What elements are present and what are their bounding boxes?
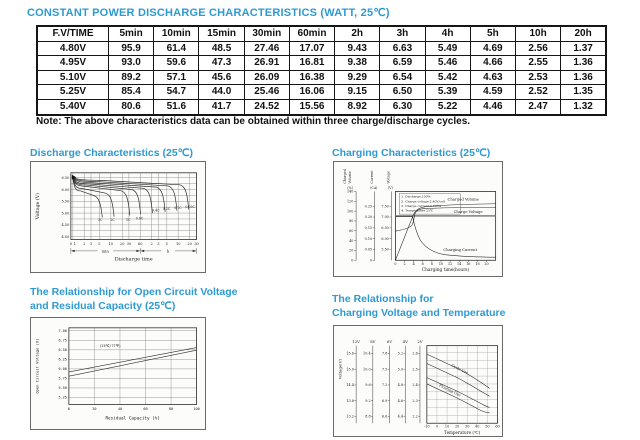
table-cell: 2.53 bbox=[515, 70, 560, 85]
tick-label: 6.00 bbox=[61, 187, 70, 192]
tick-label: 0.25 bbox=[364, 204, 373, 209]
tick-label: 60 bbox=[143, 406, 148, 411]
tick-label: 4.6 bbox=[397, 398, 404, 403]
axis1-unit: (%) bbox=[347, 186, 353, 191]
floating-use-label: Floating Use bbox=[438, 383, 462, 398]
x-axis-label: Temperature (℃) bbox=[444, 430, 481, 436]
ocv-heading-line1: The Relationship for Open Circuit Voltage bbox=[30, 286, 238, 298]
table-cell: 2.55 bbox=[515, 56, 560, 71]
tick-label: 4.50 bbox=[61, 223, 70, 228]
ocv-chart-heading bbox=[30, 285, 238, 313]
unit-h-label: h bbox=[166, 248, 170, 254]
table-cell: 25.46 bbox=[244, 85, 289, 100]
tick-label: 6.6 bbox=[381, 414, 388, 419]
row-header: 5.40V bbox=[37, 99, 109, 114]
table-cell: 8.92 bbox=[335, 99, 380, 114]
tick-label: 0 bbox=[435, 424, 439, 429]
scale-4v-ticks bbox=[398, 352, 403, 419]
page-title: CONSTANT POWER DISCHARGE CHARACTERISTICS (WATT, 25℃) bbox=[27, 7, 390, 19]
tick-label: 7.00 bbox=[381, 215, 389, 220]
tick-label: -10 bbox=[424, 424, 430, 429]
table-cell: 44.0 bbox=[199, 85, 244, 100]
table-cell: 89.2 bbox=[109, 70, 154, 85]
tick-label: 9.2 bbox=[365, 398, 371, 403]
axis3-label: Voltage bbox=[386, 171, 391, 184]
table-cell: 15.56 bbox=[289, 99, 334, 114]
curve-label-02c: 0.2C bbox=[162, 206, 171, 211]
tick-label: 8 bbox=[430, 261, 433, 266]
table-cell: 2.56 bbox=[515, 41, 560, 56]
axis1-label-line1: Charged bbox=[343, 169, 348, 184]
table-cell: 4.69 bbox=[470, 41, 515, 56]
table-cell: 6.30 bbox=[380, 99, 425, 114]
row-header: 5.25V bbox=[37, 85, 109, 100]
tick-label: 4.8 bbox=[397, 383, 404, 388]
curve-label-2c: 2C bbox=[110, 217, 115, 222]
tick-label: 6.9 bbox=[381, 398, 388, 403]
tick-label: 0 bbox=[69, 241, 72, 246]
table-cell: 57.1 bbox=[154, 70, 199, 85]
table-cell: 16.06 bbox=[289, 85, 334, 100]
table-row bbox=[37, 56, 606, 71]
column-header: 15min bbox=[199, 26, 244, 41]
charging-chart-heading: Charging Characteristics (25℃) bbox=[332, 147, 491, 159]
tick-label: 30 bbox=[194, 241, 199, 246]
tick-label: 7.8 bbox=[381, 351, 388, 356]
column-header: 30min bbox=[244, 26, 289, 41]
charged-volume-label: Charged Volume bbox=[447, 197, 479, 202]
condition-1: 1. Discharge:100% bbox=[401, 194, 431, 199]
table-cell: 5.49 bbox=[425, 41, 470, 56]
tick-label: 10 bbox=[108, 241, 114, 246]
table-cell: 27.46 bbox=[244, 41, 289, 56]
tick-label: 4 bbox=[412, 261, 415, 266]
column-header: 60min bbox=[289, 26, 334, 41]
tick-label: 100 bbox=[193, 406, 200, 411]
tick-label: 120 bbox=[347, 199, 354, 204]
table-cell: 26.91 bbox=[244, 56, 289, 71]
table-cell: 16.38 bbox=[289, 70, 334, 85]
y-ticks bbox=[58, 329, 66, 400]
tick-label: 13.2 bbox=[346, 414, 354, 419]
tick-label: 100 bbox=[347, 209, 354, 214]
constant-power-table bbox=[36, 25, 607, 116]
tick-label: 10.4 bbox=[363, 351, 371, 356]
curve-label-01c: 0.1C bbox=[174, 205, 182, 210]
tick-label: 2.4 bbox=[412, 383, 418, 388]
tick-label: 2.5 bbox=[412, 367, 418, 372]
temp-chart-heading bbox=[332, 292, 505, 320]
table-row bbox=[37, 99, 606, 114]
tick-label: 30 bbox=[126, 241, 132, 246]
column-header: 10h bbox=[515, 26, 560, 41]
cycle-use-label: Cycle Use bbox=[450, 363, 469, 376]
charge-voltage-label: Charge Voltage bbox=[453, 210, 483, 215]
scale-8v-ticks bbox=[363, 352, 371, 419]
table-cell: 1.37 bbox=[561, 41, 606, 56]
tick-label: 3 bbox=[89, 241, 93, 246]
tick-label: 13.8 bbox=[346, 398, 354, 403]
discharge-chart-heading: Discharge Characteristics (25℃) bbox=[30, 147, 193, 159]
scale-6v-label: 6V bbox=[386, 339, 393, 345]
tick-label: 4.00 bbox=[61, 234, 70, 239]
tick-label: 8.8 bbox=[365, 414, 371, 419]
table-cell: 6.50 bbox=[380, 85, 425, 100]
tick-label: 12 bbox=[448, 261, 453, 266]
table-cell: 41.7 bbox=[199, 99, 244, 114]
table-row bbox=[37, 41, 606, 56]
column-header: 5h bbox=[470, 26, 515, 41]
condition-3: 3. Charge current:0.20CA bbox=[401, 203, 442, 208]
table-cell: 1.32 bbox=[561, 99, 606, 114]
scale-12v-label: 12V bbox=[352, 339, 360, 345]
plot-border bbox=[427, 346, 498, 424]
tick-label: 2.2 bbox=[412, 414, 418, 419]
tick-label: 20 bbox=[349, 248, 354, 253]
table-row bbox=[37, 85, 606, 100]
table-cell: 4.63 bbox=[470, 70, 515, 85]
tick-label: 20 bbox=[187, 241, 192, 246]
table-cell: 4.66 bbox=[470, 56, 515, 71]
table-cell: 9.43 bbox=[335, 41, 380, 56]
axis2-label: Current bbox=[369, 170, 374, 184]
tick-label: 30 bbox=[465, 424, 470, 429]
tick-label: 1 bbox=[73, 241, 76, 246]
tick-label: 6 bbox=[421, 261, 424, 266]
x-axis-label: Discharge time bbox=[114, 256, 153, 263]
tick-label: 14.4 bbox=[346, 383, 354, 388]
tick-label: 15.6 bbox=[346, 351, 354, 356]
tick-label: 6.00 bbox=[58, 367, 67, 372]
table-cell: 5.22 bbox=[425, 99, 470, 114]
tick-label: 4.4 bbox=[397, 414, 404, 419]
table-cell: 9.29 bbox=[335, 70, 380, 85]
temp-chart-svg bbox=[334, 326, 502, 436]
table-cell: 16.81 bbox=[289, 56, 334, 71]
tick-label: 9.6 bbox=[365, 383, 371, 388]
x-ticks bbox=[68, 407, 200, 411]
tick-label: 5.00 bbox=[61, 211, 70, 216]
y-axis-label: Open Circuit Voltage (V) bbox=[34, 338, 40, 394]
x-axis-label: Charging time(hours) bbox=[421, 267, 470, 273]
grid bbox=[427, 346, 498, 424]
table-cell: 80.6 bbox=[109, 99, 154, 114]
table-cell: 48.5 bbox=[199, 41, 244, 56]
plot-border bbox=[69, 328, 197, 405]
tick-label: 6.25 bbox=[58, 357, 67, 362]
table-cell: 59.6 bbox=[154, 56, 199, 71]
tick-label: 6.50 bbox=[381, 226, 389, 231]
table-cell: 17.07 bbox=[289, 41, 334, 56]
tick-label: 5 bbox=[98, 241, 101, 246]
condition-2: 2. Charge voltage:2.40V/cell bbox=[401, 199, 446, 204]
column-header: 5min bbox=[109, 26, 154, 41]
table-cell: 5.39 bbox=[425, 85, 470, 100]
tick-label: 2.3 bbox=[412, 398, 418, 403]
row-header: 4.80V bbox=[37, 41, 109, 56]
time-unit-brackets bbox=[71, 248, 197, 254]
grid bbox=[69, 328, 197, 405]
tick-label: 2 bbox=[83, 241, 86, 246]
tick-label: 7.2 bbox=[381, 383, 388, 388]
y-axis-label: Voltage(V) bbox=[337, 359, 343, 380]
table-cell: 2.47 bbox=[515, 99, 560, 114]
axis1-label-line2: Volume bbox=[348, 171, 353, 184]
tick-label: 10 bbox=[175, 241, 181, 246]
table-cell: 51.6 bbox=[154, 99, 199, 114]
table-row bbox=[37, 70, 606, 85]
table-cell: 24.52 bbox=[244, 99, 289, 114]
tick-label: 14 bbox=[457, 261, 462, 266]
tick-label: 20 bbox=[92, 406, 97, 411]
tick-label: 10 bbox=[438, 261, 444, 266]
tick-label: 5.50 bbox=[381, 247, 389, 252]
table-cell: 6.54 bbox=[380, 70, 425, 85]
tick-label: 40 bbox=[349, 238, 354, 243]
tick-label: 0 bbox=[369, 258, 373, 263]
table-cell: 1.36 bbox=[561, 70, 606, 85]
tick-label: 40 bbox=[117, 406, 123, 411]
column-header: F.V/TIME bbox=[37, 26, 109, 41]
unit-min-label: min bbox=[101, 248, 109, 254]
x-ticks bbox=[394, 262, 488, 266]
ocv-heading-line2: and Residual Capacity (25℃) bbox=[30, 300, 176, 312]
column-header: 3h bbox=[380, 26, 425, 41]
discharge-chart-svg bbox=[31, 162, 205, 272]
table-note: Note: The above characteristics data can be obtained within three charge/discharge cycles. bbox=[36, 116, 471, 127]
table-cell: 4.59 bbox=[470, 85, 515, 100]
table-cell: 5.42 bbox=[425, 70, 470, 85]
row-header: 5.10V bbox=[37, 70, 109, 85]
tick-label: 5.50 bbox=[58, 386, 67, 391]
table-cell: 5.46 bbox=[425, 56, 470, 71]
x-axis-label: Residual Capacity (%) bbox=[105, 416, 161, 422]
tick-label: 6.50 bbox=[61, 175, 70, 180]
tick-label: 0.05 bbox=[364, 247, 373, 252]
tick-label: 7.00 bbox=[58, 328, 67, 333]
tick-label: 0.15 bbox=[364, 226, 373, 231]
tick-label: 80 bbox=[168, 406, 174, 411]
tick-label: 5.0 bbox=[397, 367, 404, 372]
discharge-chart bbox=[30, 161, 206, 273]
temp-heading-line1: The Relationship for bbox=[332, 293, 434, 305]
tick-label: 0 bbox=[351, 258, 354, 263]
table-cell: 93.0 bbox=[109, 56, 154, 71]
tick-label: 7.50 bbox=[381, 204, 389, 209]
table-cell: 6.59 bbox=[380, 56, 425, 71]
table-cell: 6.63 bbox=[380, 41, 425, 56]
tick-label: 7.5 bbox=[381, 367, 388, 372]
y-ticks bbox=[62, 176, 70, 239]
temperature-annotation: (25℃/77℉) bbox=[99, 343, 121, 348]
table-header-row bbox=[37, 26, 606, 41]
tick-label: 10 bbox=[444, 424, 450, 429]
tick-label: 20 bbox=[455, 424, 460, 429]
tick-label: 0.10 bbox=[364, 236, 373, 241]
curve-label-04c: 0.4C bbox=[152, 208, 160, 213]
scale-12v-ticks bbox=[346, 352, 354, 419]
table-cell: 95.9 bbox=[109, 41, 154, 56]
ocv-chart-svg bbox=[31, 318, 205, 429]
temp-heading-line2: Charging Voltage and Temperature bbox=[332, 307, 506, 319]
curve-label-005c: 0.05C bbox=[185, 204, 196, 209]
table-cell: 85.4 bbox=[109, 85, 154, 100]
column-header: 2h bbox=[335, 26, 380, 41]
table-cell: 1.35 bbox=[561, 85, 606, 100]
column-header: 4h bbox=[425, 26, 470, 41]
scale-2v-label: 2V bbox=[417, 339, 423, 345]
tick-label: 80 bbox=[349, 219, 354, 224]
tick-label: 15.0 bbox=[346, 367, 354, 372]
table-cell: 2.52 bbox=[515, 85, 560, 100]
ocv-lines bbox=[69, 348, 197, 377]
tick-label: 5.50 bbox=[61, 199, 70, 204]
tick-label: 2 bbox=[150, 241, 153, 246]
tick-label: 5.2 bbox=[397, 351, 404, 356]
tick-label: 16 bbox=[466, 261, 471, 266]
table-cell: 4.46 bbox=[470, 99, 515, 114]
ocv-chart bbox=[30, 317, 206, 430]
tick-label: 20 bbox=[484, 261, 489, 266]
table-cell: 54.7 bbox=[154, 85, 199, 100]
tick-label: 6.50 bbox=[58, 348, 67, 353]
x-ticks bbox=[70, 242, 199, 246]
curve-label-06c: 0.6C bbox=[135, 216, 144, 221]
tick-label: 40 bbox=[475, 424, 480, 429]
tick-label: 10.0 bbox=[363, 367, 371, 372]
tick-label: 5.25 bbox=[58, 395, 67, 400]
scale-2v-ticks bbox=[412, 352, 417, 419]
x-ticks bbox=[424, 425, 500, 429]
tick-label: 50 bbox=[485, 424, 490, 429]
scale-6v-ticks bbox=[382, 352, 387, 419]
curve-label-3c: 3C bbox=[98, 217, 103, 222]
table-cell: 47.3 bbox=[199, 56, 244, 71]
tick-label: 3 bbox=[157, 241, 160, 246]
tick-label: 2.6 bbox=[412, 351, 418, 356]
tick-label: 6.75 bbox=[58, 338, 67, 343]
tick-label: 60 bbox=[495, 424, 500, 429]
tick-label: 60 bbox=[349, 228, 354, 233]
charging-current-label: Charging Current bbox=[443, 247, 478, 252]
charging-chart-svg bbox=[334, 162, 502, 276]
scale-4v-label: 4V bbox=[402, 339, 408, 345]
y-axis-label: Voltage (V) bbox=[35, 193, 41, 220]
table-cell: 26.09 bbox=[244, 70, 289, 85]
charging-chart bbox=[333, 161, 503, 277]
discharge-curves bbox=[73, 177, 189, 217]
tick-label: 5 bbox=[165, 241, 168, 246]
tick-label: 60 bbox=[138, 241, 143, 246]
table-cell: 1.36 bbox=[561, 56, 606, 71]
tick-label: 0 bbox=[394, 261, 397, 266]
condition-4: 4. Temperature:25℃ bbox=[401, 208, 434, 213]
tick-label: 5.75 bbox=[58, 376, 67, 381]
axis3-ticks bbox=[381, 204, 388, 251]
axis2-ticks bbox=[365, 204, 372, 262]
tick-label: 2 bbox=[403, 261, 406, 266]
column-header: 20h bbox=[561, 26, 606, 41]
tick-label: 0.20 bbox=[364, 215, 373, 220]
table-cell: 9.15 bbox=[335, 85, 380, 100]
row-header: 4.95V bbox=[37, 56, 109, 71]
voltage-temperature-bands bbox=[427, 354, 490, 413]
table-cell: 45.6 bbox=[199, 70, 244, 85]
axis3-unit: (V) bbox=[388, 186, 393, 191]
tick-label: 0 bbox=[67, 406, 70, 411]
axis1-ticks bbox=[347, 190, 353, 263]
tick-label: 6.00 bbox=[381, 236, 389, 241]
curve-label-1c: 1C bbox=[126, 217, 131, 222]
temp-chart bbox=[333, 325, 503, 437]
tick-label: 18 bbox=[475, 261, 480, 266]
tick-label: 20 bbox=[119, 241, 125, 246]
column-header: 10min bbox=[154, 26, 199, 41]
table-cell: 61.4 bbox=[154, 41, 199, 56]
scale-8v-label: 8V bbox=[370, 339, 376, 345]
axis2-unit: (CA) bbox=[370, 186, 378, 191]
table-cell: 9.38 bbox=[335, 56, 380, 71]
tick-label: 140 bbox=[347, 189, 354, 194]
